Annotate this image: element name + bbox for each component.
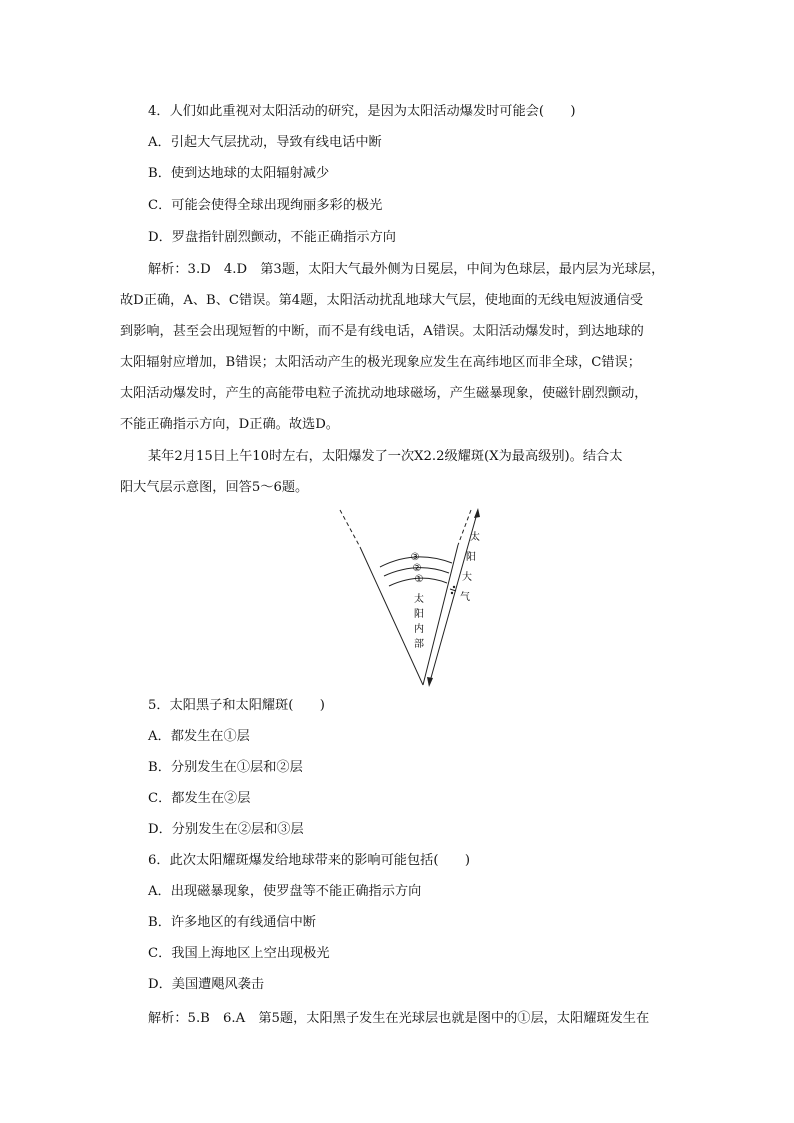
q5-option-c: C．都发生在②层 xyxy=(148,791,251,806)
q6-option-b: B．许多地区的有线通信中断 xyxy=(148,915,316,930)
interior-label-2: 阳 xyxy=(414,609,424,620)
solar-atmosphere-diagram xyxy=(330,505,490,690)
q4-option-c: C．可能会使得全球出现绚丽多彩的极光 xyxy=(148,198,383,213)
q6-option-a: A．出现磁暴现象，使罗盘等不能正确指示方向 xyxy=(148,884,422,899)
q5-option-a: A．都发生在①层 xyxy=(148,729,250,744)
analysis1-line-1: 解析：3.D 4.D 第3题，太阳大气最外侧为日冕层，中间为色球层，最内层为光球层， xyxy=(148,262,665,277)
layer-label-3: ③ xyxy=(410,552,420,563)
atmosphere-label-1: 太 xyxy=(470,532,480,543)
analysis1-line-5: 太阳活动爆发时，产生的高能带电粒子流扰动地球磁场，产生磁暴现象，使磁针剧烈颤动， xyxy=(120,386,648,401)
layer-label-1: ① xyxy=(414,574,424,585)
intro-line-2: 阳大气层示意图，回答5～6题。 xyxy=(120,480,309,495)
layer-dot-2 xyxy=(451,592,453,594)
interior-label-4: 部 xyxy=(414,639,424,650)
q5-stem: 5．太阳黑子和太阳耀斑( ) xyxy=(148,698,325,713)
q4-stem: 4．人们如此重视对太阳活动的研究，是因为太阳活动爆发时可能会( ) xyxy=(148,104,576,119)
q4-option-b: B．使到达地球的太阳辐射减少 xyxy=(148,166,330,181)
q6-option-d: D．美国遭飓风袭击 xyxy=(148,977,265,992)
q6-stem: 6．此次太阳耀斑爆发给地球带来的影响可能包括( ) xyxy=(148,853,470,868)
atmosphere-label-3: 大 xyxy=(462,572,472,583)
q5-option-b: B．分别发生在①层和②层 xyxy=(148,760,303,775)
q6-option-c: C．我国上海地区上空出现极光 xyxy=(148,946,330,961)
q4-option-a: A．引起大气层扰动，导致有线电话中断 xyxy=(148,135,382,150)
interior-label-3: 内 xyxy=(414,624,424,635)
q5-option-d: D．分别发生在②层和③层 xyxy=(148,822,304,837)
layer-label-2: ② xyxy=(412,563,422,574)
intro-line-1: 某年2月15日上午10时左右，太阳爆发了一次X2.2级耀斑(X为最高级别)。结合太 xyxy=(148,449,623,464)
analysis2-line-1: 解析：5.B 6.A 第5题，太阳黑子发生在光球层也就是图中的①层，太阳耀斑发生在 xyxy=(148,1011,650,1026)
left-dashed-line xyxy=(340,510,360,547)
arrow-head-top xyxy=(474,508,480,518)
right-edge-line xyxy=(423,545,458,685)
analysis1-line-2: 故D正确，A、B、C错误。第4题，太阳活动扰乱地球大气层，使地面的无线电短波通信受 xyxy=(120,293,644,308)
atmosphere-label-2: 阳 xyxy=(466,552,476,563)
analysis1-line-4: 太阳辐射应增加，B错误；太阳活动产生的极光现象应发生在高纬地区而非全球，C错误； xyxy=(120,355,641,370)
arrow-head-bottom xyxy=(427,677,433,687)
layer-dot-1 xyxy=(453,586,455,588)
q4-option-d: D．罗盘指针剧烈颤动，不能正确指示方向 xyxy=(148,230,396,245)
atmosphere-label-4: 气 xyxy=(460,592,470,603)
analysis1-line-3: 到影响，甚至会出现短暂的中断，而不是有线电话，A错误。太阳活动爆发时，到达地球的 xyxy=(120,324,644,339)
analysis1-line-6: 不能正确指示方向，D正确。故选D。 xyxy=(120,417,339,432)
interior-label-1: 太 xyxy=(414,594,424,605)
